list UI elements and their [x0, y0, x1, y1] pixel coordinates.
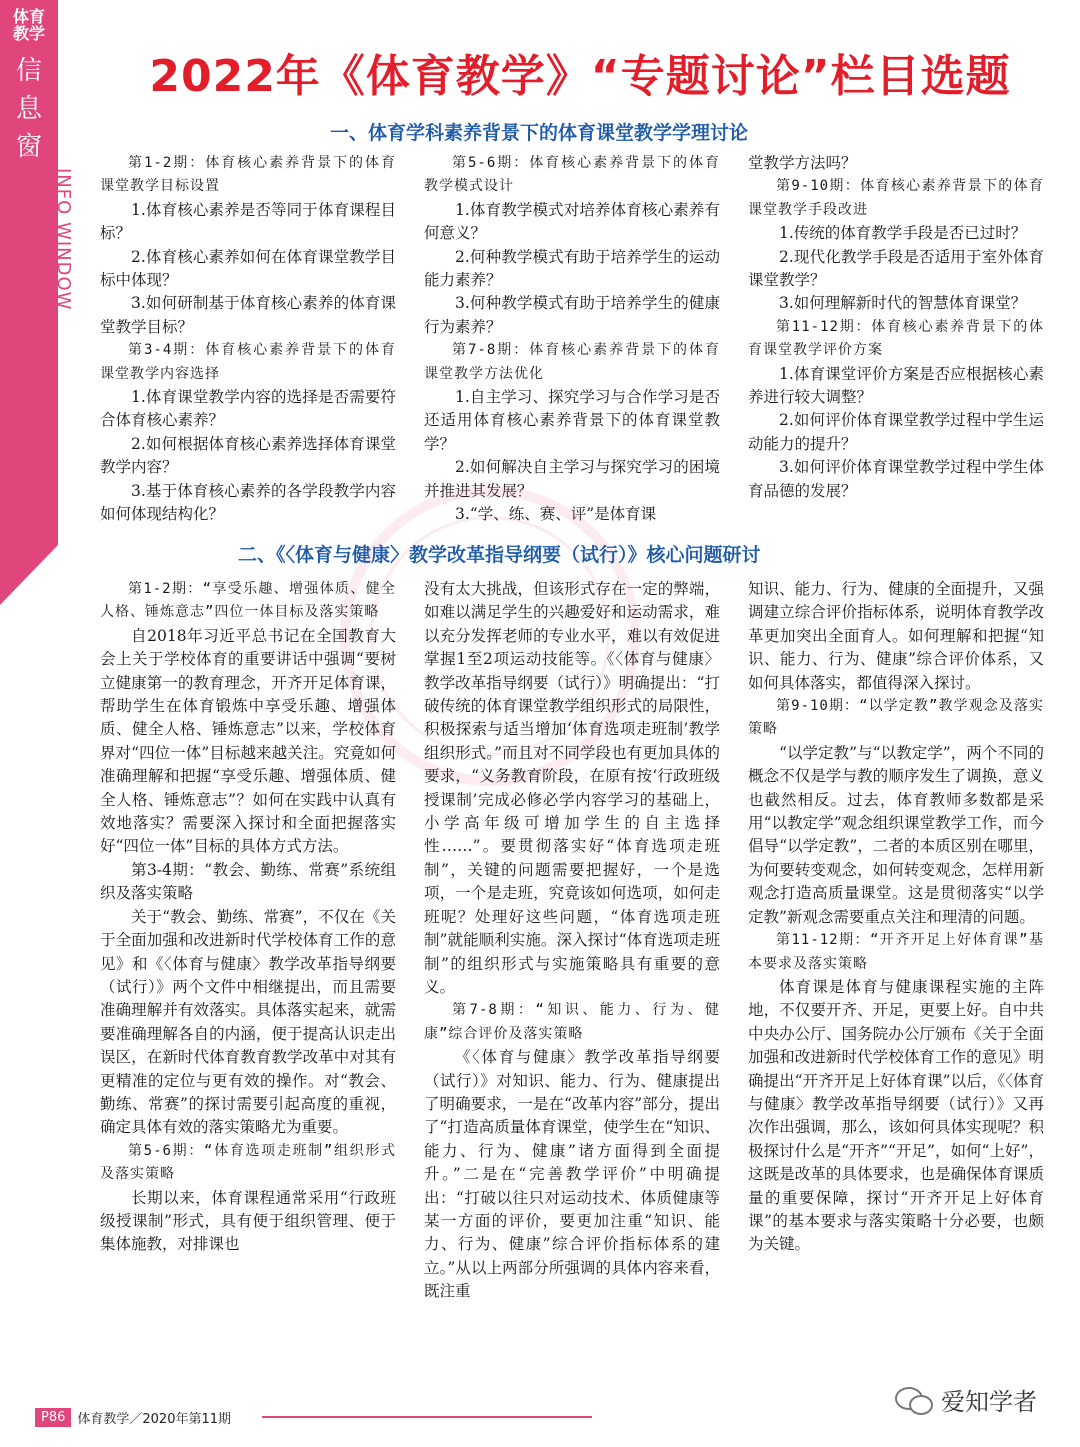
paragraph: 堂教学方法吗？ — [748, 154, 857, 172]
paragraph: 第3-4期：“教会、勤练、常赛”系统组织及落实策略 — [100, 860, 396, 903]
paragraph: 1.体育教学模式对培养体育核心素养有何意义？ — [424, 200, 720, 243]
journal-issue: 体育教学／2020年第11期 — [77, 1411, 232, 1427]
paragraph: 《〈体育与健康〉教学改革指导纲要（试行）》对知识、能力、行为、健康提出了明确要求，一是在“改革内容”部分，提出了“打造高质量体育课堂，使学生在“知识、能力、行为、健康”诸方面得到全面提升。”二是在“完善教学评价”中明确提出：“打破以往只对运动技术、体质健康等某一方面的评价，要更加注重“知识、能力、行为、健康”综合评价指标体系的建立。”从以上两部分所强调的具体内容来看，既注重 — [424, 1048, 720, 1301]
paragraph: 3.何种教学模式有助于培养学生的健康行为素养？ — [424, 294, 720, 336]
section-1-title: 一、体育学科素养背景下的体育课堂教学学理讨论 — [330, 122, 749, 144]
paragraph: 长期以来，体育课程通常采用“行政班级授课制”形式，具有便于组织管理、便于集体施教，对排课也 — [100, 1188, 396, 1254]
side-banner — [0, 0, 58, 545]
side-magazine-name — [6, 8, 52, 42]
paragraph: 2.如何根据体育核心素养选择体育课堂教学内容？ — [100, 434, 396, 477]
side-label-cn — [0, 52, 58, 166]
side-char: 窗 — [15, 132, 42, 162]
paragraph: 3.“学、练、赛、评”是体育课 — [455, 505, 657, 524]
paragraph: 体育课是体育与健康课程实施的主阵地，不仅要开齐、开足，更要上好。自中共中央办公厅、国务院办公厅颁布《关于全面加强和改进新时代学校体育工作的意见》明确提出“开齐开足上好体育课”以后，《〈体育与健康〉教学改革指导纲要（试行）》又再次作出强调，那么，该如何具体实现呢？积极探讨什么是“开齐”“开足”，如何“上好”，这既是改革的具体要求，也是确保体育课质量的重要保障，探讨“开齐开足上好体育课”的基本要求与落实策略十分必要，也颇为关键。 — [748, 977, 1044, 1254]
side-mag-line-2: 教学 — [12, 24, 45, 43]
paragraph: 1.体育课堂教学内容的选择是否需要符合体育核心素养？ — [100, 388, 396, 430]
side-char: 息 — [15, 94, 42, 124]
section-2-column-2 — [424, 578, 720, 1304]
paragraph: 2.如何评价体育课堂教学过程中学生运动能力的提升？ — [748, 411, 1044, 453]
paragraph: “以学定教”与“以教定学”，两个不同的概念不仅是学与教的顺序发生了调换，意义也截然相反。过去，体育教师多数都是采用“以教定学”观念组织课堂教学工作，而今倡导“以学定教”，二者的本质区别在哪里，为何要转变观念，如何转变观念，怎样用新观念打造高质量课堂。这是贯彻落实“以学定教”新观念需要重点关注和理清的问题。 — [748, 743, 1044, 926]
page-title: 2022年《体育教学》“专题讨论”栏目选题 — [149, 51, 1011, 102]
paragraph: 1.体育课堂评价方案是否应根据核心素养进行较大调整？ — [748, 364, 1044, 407]
issue-heading: 第1-2期：体育核心素养背景下的体育课堂教学目标设置 — [100, 155, 396, 195]
section-1-column-1 — [100, 152, 396, 527]
section-1-column-2 — [424, 152, 720, 527]
wechat-watermark — [895, 1382, 1037, 1417]
issue-heading: 第11-12期：“开齐开足上好体育课”基本要求及落实策略 — [748, 932, 1044, 972]
issue-heading: 第7-8期：“知识、能力、行为、健康”综合评价及落实策略 — [424, 1002, 720, 1042]
paragraph: 1.传统的体育教学手段是否已过时？ — [779, 224, 1027, 243]
paragraph: 关于“教会、勤练、常赛”，不仅在《关于全面加强和改进新时代学校体育工作的意见》和《〈体育与健康〉教学改革指导纲要（试行）》两个文件中相继提出，而且需要准确理解并有效落实。具体落实起来，就需要准确理解各自的内涵，便于提高认识走出误区，在新时代体育教育教学改革中对其有更精准的定位与更有效的操作。对“教会、勤练、常赛”的探讨需要引起高度的重视，确定具体有效的落实策略尤为重要。 — [100, 907, 396, 1137]
wechat-account-name: 爱知学者 — [941, 1388, 1037, 1416]
paragraph: 3.基于体育核心素养的各学段教学内容如何体现结构化？ — [100, 481, 396, 524]
issue-heading: 第1-2期：“享受乐趣、增强体质、健全人格、锤炼意志”四位一体目标及落实策略 — [100, 581, 396, 621]
side-mag-line-1: 体育 — [12, 7, 45, 26]
section-2-column-1 — [100, 578, 396, 1257]
paragraph: 知识、能力、行为、健康的全面提升，又强调建立综合评价指标体系，说明体育教学改革更加突出全面育人。如何理解和把握“知识、能力、行为、健康”综合评价体系，又如何具体落实，都值得深入探讨。 — [748, 580, 1044, 692]
section-2-title: 二、《〈体育与健康〉教学改革指导纲要（试行）》核心问题研讨 — [238, 544, 761, 566]
paragraph: 2.现代化教学手段是否适用于室外体育课堂教学？ — [748, 247, 1044, 290]
page-number: P86 — [35, 1408, 71, 1427]
issue-heading: 第3-4期：体育核心素养背景下的体育课堂教学内容选择 — [100, 342, 396, 382]
issue-heading: 第9-10期：“以学定教”教学观念及落实策略 — [748, 698, 1044, 738]
paragraph: 2.如何解决自主学习与探究学习的困境并推进其发展？ — [424, 458, 720, 500]
paragraph: 2.体育核心素养如何在体育课堂教学目标中体现？ — [100, 247, 396, 290]
issue-heading: 第9-10期：体育核心素养背景下的体育课堂教学手段改进 — [748, 178, 1044, 218]
issue-heading: 第7-8期：体育核心素养背景下的体育课堂教学方法优化 — [424, 342, 720, 382]
issue-heading: 第5-6期：“体育选项走班制”组织形式及落实策略 — [100, 1142, 396, 1183]
paragraph: 1.自主学习、探究学习与合作学习是否还适用体育核心素养背景下的体育课堂教学？ — [424, 388, 720, 453]
wechat-icon — [895, 1385, 933, 1415]
paragraph: 自2018年习近平总书记在全国教育大会上关于学校体育的重要讲话中强调“要树立健康第一的教育理念，开齐开足体育课，帮助学生在体育锻炼中享受乐趣、增强体质、健全人格、锤炼意志”以来，学校体育界对“四位一体”目标越来越关注。究竟如何准确理解和把握“享受乐趣、增强体质、健全人格、锤炼意志”？如何在实践中认真有效地落实？需要深入探讨和全面把握落实好“四位一体”目标的具体方式方法。 — [100, 626, 396, 856]
issue-heading: 第11-12期：体育核心素养背景下的体育课堂教学评价方案 — [748, 318, 1044, 359]
paragraph: 3.如何评价体育课堂教学过程中学生体育品德的发展？ — [748, 458, 1044, 500]
side-label-en — [52, 168, 76, 318]
paragraph: 2.何种教学模式有助于培养学生的运动能力素养？ — [424, 247, 720, 290]
paragraph: 3.如何研制基于体育核心素养的体育课堂教学目标？ — [100, 294, 396, 336]
footer — [35, 1406, 231, 1428]
section-1-column-3 — [748, 152, 1044, 503]
section-2-column-3 — [748, 578, 1044, 1257]
issue-heading: 第5-6期：体育核心素养背景下的体育教学模式设计 — [424, 155, 720, 195]
paragraph: 1.体育核心素养是否等同于体育课程目标？ — [100, 200, 396, 243]
side-label-en-text: INFO WINDOW — [53, 168, 74, 311]
side-char: 信 — [15, 56, 42, 86]
paragraph: 没有太大挑战，但该形式存在一定的弊端，如难以满足学生的兴趣爱好和运动需求，难以充分发挥老师的专业水平，难以有效促进掌握1至2项运动技能等。《〈体育与健康〉教学改革指导纲要（试行）》明确提出：“打破传统的体育课堂教学组织形式的局限性，积极探索与适当增加‘体育选项走班制’教学组织形式。”而且对不同学段也有更加具体的要求，“义务教育阶段，在原有按‘行政班级授课制’完成必修必学内容学习的基础上，小学高年级可增加学生的自主选择性……”。要贯彻落实好“体育选项走班制”，关键的问题需要把握好，一个是选项，一个是走班，究竟该如何选项，如何走班呢？处理好这些问题，“体育选项走班制”就能顺利实施。深入探讨“体育选项走班制”的组织形式与实施策略具有重要的意义。 — [424, 580, 720, 996]
paragraph: 3.如何理解新时代的智慧体育课堂？ — [779, 294, 1027, 313]
footer-rule — [262, 1416, 592, 1418]
